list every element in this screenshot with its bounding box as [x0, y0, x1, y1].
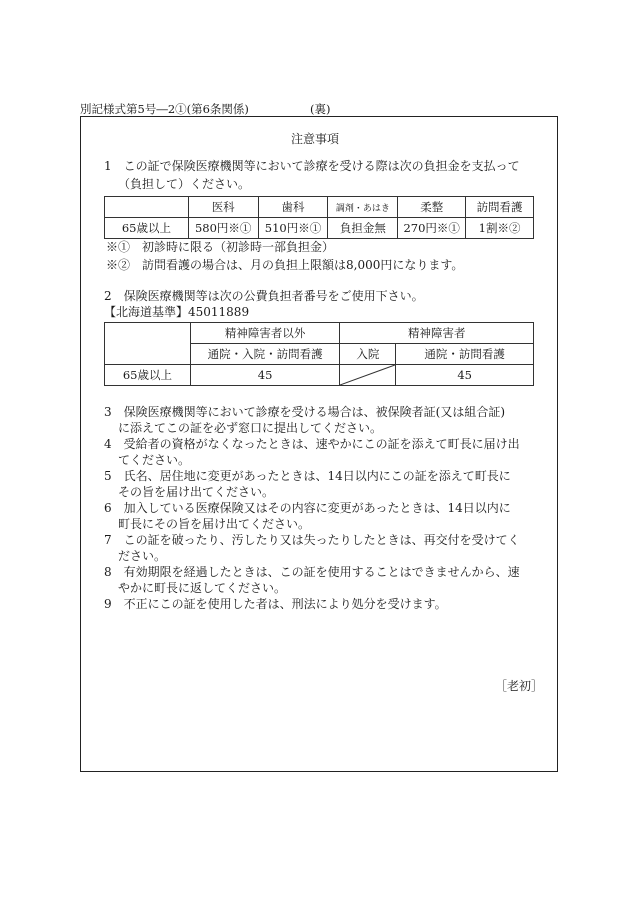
payer-inpatient-na-cell — [340, 365, 396, 386]
item-3-line2: に添えてこの証を必ず窓口に提出してください。 — [118, 421, 383, 435]
payer-empty-cell — [105, 323, 191, 365]
payer-group-yes: 精神障害者 — [340, 323, 534, 344]
payer-row-label: 65歳以上 — [105, 365, 191, 386]
item-7-line2: ださい。 — [118, 549, 167, 563]
diagonal-slash — [340, 365, 395, 385]
copay-header-cell: 医科 — [188, 197, 258, 218]
copay-cell: 65歳以上 — [105, 218, 189, 239]
payer-group-row — [105, 323, 534, 344]
copay-header-cell: 歯科 — [258, 197, 328, 218]
copay-header-cell: 柔整 — [398, 197, 466, 218]
payer-sub-non: 通院・入院・訪問看護 — [190, 344, 340, 365]
payer-data-row — [105, 365, 534, 386]
item-4-line2: てください。 — [118, 453, 191, 467]
section1-line1: 1 この証で保険医療機関等において診療を受ける際は次の負担金を支払って — [104, 159, 520, 173]
payer-sub-yes: 通院・訪問看護 — [396, 344, 534, 365]
copay-header-cell: 訪問看護 — [466, 197, 534, 218]
copay-cell: 負担金無 — [328, 218, 398, 239]
item-6-line2: 町長にその旨を届け出てください。 — [118, 517, 311, 531]
item-8-line2: やかに町長に返してください。 — [118, 581, 287, 595]
payer-val-yes: 45 — [396, 365, 534, 386]
section1-line2: （負担して）ください。 — [118, 177, 251, 191]
copay-cell: 270円※① — [398, 218, 466, 239]
item-5-line1: 5 氏名、居住地に変更があったときは、14日以内にこの証を添えて町長に — [104, 469, 511, 483]
note-1: ※① 初診時に限る（初診時一部負担金） — [106, 240, 335, 254]
payer-val-non: 45 — [190, 365, 340, 386]
item-4-line1: 4 受給者の資格がなくなったときは、速やかにこの証を添えて町長に届け出 — [104, 437, 520, 451]
copay-header-row — [105, 197, 534, 218]
form-header — [80, 101, 331, 117]
copay-cell: 580円※① — [188, 218, 258, 239]
payer-group-non: 精神障害者以外 — [190, 323, 340, 344]
copay-header-cell — [105, 197, 189, 218]
page-title: 注意事項 — [290, 132, 339, 146]
copay-data-row — [105, 218, 534, 239]
form-label: 別記様式第5号―2①(第6条関係) — [80, 102, 249, 116]
copay-header-cell: 調剤・あはき — [328, 197, 398, 218]
public-payer-table — [104, 322, 534, 386]
copay-cell: 1割※② — [466, 218, 534, 239]
item-6-line1: 6 加入している医療保険又はその内容に変更があったときは、14日以内に — [104, 501, 511, 515]
copay-table — [104, 196, 534, 239]
item-8-line1: 8 有効期限を経過したときは、この証を使用することはできませんから、速 — [104, 565, 520, 579]
item-7-line1: 7 この証を破ったり、汚したり又は失ったりしたときは、再交付を受けてく — [104, 533, 520, 547]
copay-cell: 510円※① — [258, 218, 328, 239]
item-9-line1: 9 不正にこの証を使用した者は、刑法により処分を受けます。 — [104, 597, 447, 611]
payer-sub-inpatient: 入院 — [340, 344, 396, 365]
section2-line1: 2 保険医療機関等は次の公費負担者番号をご使用下さい。 — [104, 289, 424, 303]
item-3-line1: 3 保険医療機関等において診療を受ける場合は、被保険者証(又は組合証) — [104, 405, 506, 419]
section2-line2: 【北海道基準】45011889 — [104, 305, 250, 319]
category-stamp: ［老初］ — [495, 679, 544, 693]
back-label: (裏) — [310, 102, 331, 116]
note-2: ※② 訪問看護の場合は、月の負担上限額は8,000円になります。 — [106, 258, 464, 272]
item-5-line2: その旨を届け出てください。 — [118, 485, 275, 499]
